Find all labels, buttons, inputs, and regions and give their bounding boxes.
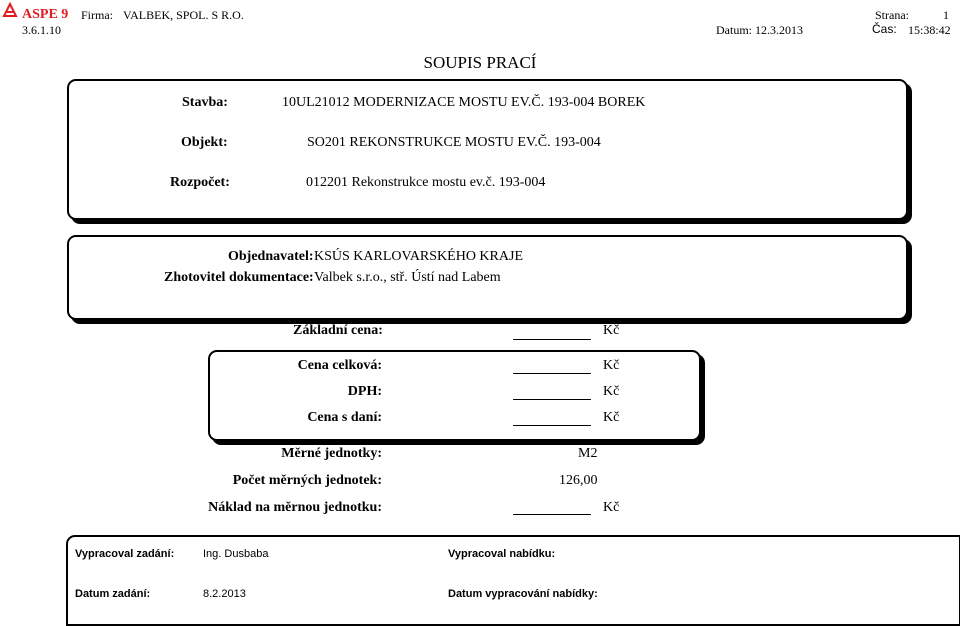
rozpocet-value: 012201 Rekonstrukce mostu ev.č. 193-004 xyxy=(306,175,546,190)
rozpocet-label: Rozpočet: xyxy=(170,175,230,190)
aspe-logo-icon xyxy=(2,2,18,18)
zakladni-cena-label: Základní cena: xyxy=(293,323,383,338)
cena-s-dani-label: Cena s daní: xyxy=(307,410,382,425)
objednavatel-value: KSÚS KARLOVARSKÉHO KRAJE xyxy=(314,249,523,264)
stavba-label: Stavba: xyxy=(182,95,228,110)
objednavatel-label: Objednavatel: xyxy=(228,249,314,264)
time-value: 15:38:42 xyxy=(908,23,951,37)
objekt-value: SO201 REKONSTRUKCE MOSTU EV.Č. 193-004 xyxy=(307,135,601,150)
zhotovitel-value: Valbek s.r.o., stř. Ústí nad Labem xyxy=(314,270,501,285)
merne-jednotky-label: Měrné jednotky: xyxy=(281,446,382,461)
cena-celkova-currency: Kč xyxy=(603,358,620,373)
vypracoval-zadani-value: Ing. Dusbaba xyxy=(203,548,269,560)
time-label: Čas: xyxy=(872,22,897,36)
zhotovitel-label: Zhotovitel dokumentace: xyxy=(164,270,314,285)
pocet-jednotek-value: 126,00 xyxy=(559,473,598,488)
zakladni-cena-currency: Kč xyxy=(603,323,620,338)
app-version: 3.6.1.10 xyxy=(22,23,61,37)
stavba-value: 10UL21012 MODERNIZACE MOSTU EV.Č. 193-004 BOREK xyxy=(282,95,646,110)
cena-s-dani-line xyxy=(513,425,591,426)
datum-vypracovani-label: Datum vypracování nabídky: xyxy=(448,588,598,600)
page-title: SOUPIS PRACÍ xyxy=(423,53,537,72)
datum-zadani-value: 8.2.2013 xyxy=(203,588,246,600)
date-value: 12.3.2013 xyxy=(755,23,803,37)
firm-value: VALBEK, SPOL. S R.O. xyxy=(123,8,244,22)
firm-label: Firma: xyxy=(81,8,113,22)
naklad-label: Náklad na měrnou jednotku: xyxy=(208,500,382,515)
page-number: 1 xyxy=(943,8,949,22)
datum-zadani-label: Datum zadání: xyxy=(75,588,151,600)
cena-celkova-line xyxy=(513,373,591,374)
naklad-currency: Kč xyxy=(603,500,620,515)
page-label: Strana: xyxy=(875,8,909,22)
merne-jednotky-value: M2 xyxy=(578,446,598,461)
pocet-jednotek-label: Počet měrných jednotek: xyxy=(232,473,382,488)
zakladni-cena-line xyxy=(513,339,591,340)
app-name: ASPE 9 xyxy=(22,7,69,22)
naklad-line xyxy=(513,514,591,515)
dph-line xyxy=(513,399,591,400)
date-label: Datum: xyxy=(716,23,752,37)
dph-currency: Kč xyxy=(603,384,620,399)
vypracoval-nabidku-label: Vypracoval nabídku: xyxy=(448,548,556,560)
objekt-label: Objekt: xyxy=(181,135,228,150)
dph-label: DPH: xyxy=(347,384,382,399)
vypracoval-zadani-label: Vypracoval zadání: xyxy=(75,548,175,560)
cena-s-dani-currency: Kč xyxy=(603,410,620,425)
cena-celkova-label: Cena celková: xyxy=(297,358,382,373)
